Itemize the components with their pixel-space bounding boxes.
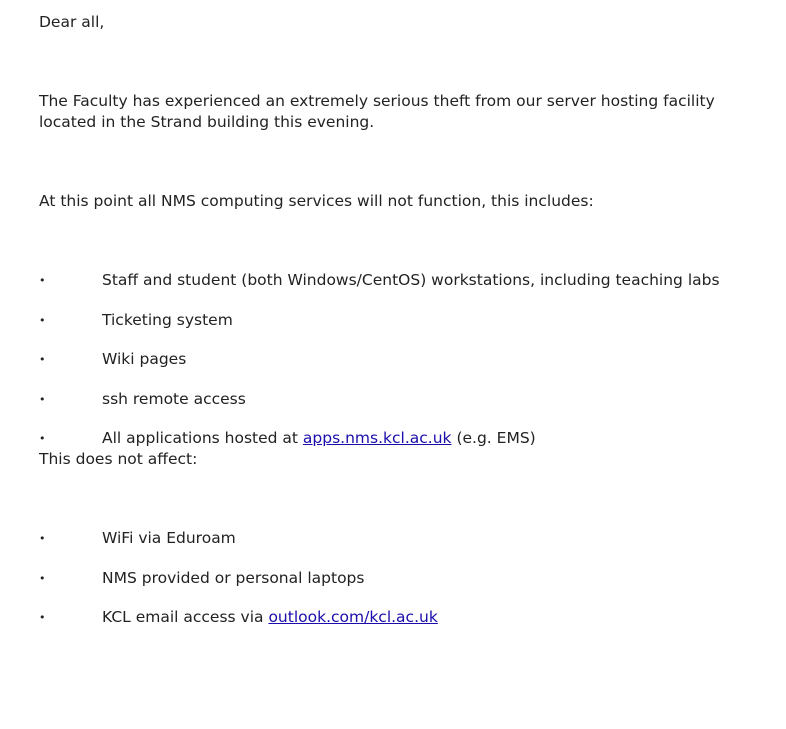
outlook-link[interactable]: outlook.com/kcl.ac.uk bbox=[268, 608, 438, 626]
bullet-dot: • bbox=[39, 571, 46, 585]
list-item-text: Ticketing system bbox=[102, 310, 233, 329]
bullet-dot: • bbox=[39, 432, 46, 445]
list-item bbox=[39, 270, 739, 291]
list-item bbox=[39, 310, 739, 331]
bullet-dot: • bbox=[39, 353, 46, 366]
list-item-email bbox=[39, 607, 739, 628]
bullet-dot: • bbox=[39, 392, 46, 406]
list-item-text: Staff and student (both Windows/CentOS) workstations, including teaching labs bbox=[102, 271, 720, 289]
intro-paragraph: The Faculty has experienced an extremely serious theft from our server hosting facility located in the Strand building this evening. bbox=[39, 92, 715, 131]
unaffected-list bbox=[39, 528, 739, 628]
list-item-text: ssh remote access bbox=[102, 389, 246, 408]
list-item-text: WiFi via Eduroam bbox=[102, 529, 236, 547]
unaffected-lead: This does not affect: bbox=[39, 450, 198, 468]
list-item bbox=[39, 389, 739, 410]
affected-lead: At this point all NMS computing services will not function, this includes: bbox=[39, 192, 594, 210]
apps-prefix: All applications hosted at bbox=[102, 429, 303, 447]
apps-link[interactable]: apps.nms.kcl.ac.uk bbox=[302, 429, 452, 447]
list-item bbox=[39, 568, 739, 589]
bullet-dot: • bbox=[39, 274, 46, 287]
affected-list bbox=[39, 270, 739, 449]
bullet-dot: • bbox=[39, 611, 46, 624]
list-item-apps bbox=[39, 428, 739, 449]
bullet-dot: • bbox=[39, 313, 46, 327]
list-item bbox=[39, 349, 739, 370]
apps-suffix: (e.g. EMS) bbox=[451, 429, 536, 447]
list-item-text: Wiki pages bbox=[102, 350, 187, 368]
greeting: Dear all, bbox=[39, 13, 105, 31]
email-body bbox=[39, 12, 739, 628]
list-item bbox=[39, 528, 739, 549]
bullet-dot: • bbox=[39, 532, 46, 545]
email-prefix: KCL email access via bbox=[102, 608, 269, 626]
list-item-text: NMS provided or personal laptops bbox=[102, 568, 365, 587]
